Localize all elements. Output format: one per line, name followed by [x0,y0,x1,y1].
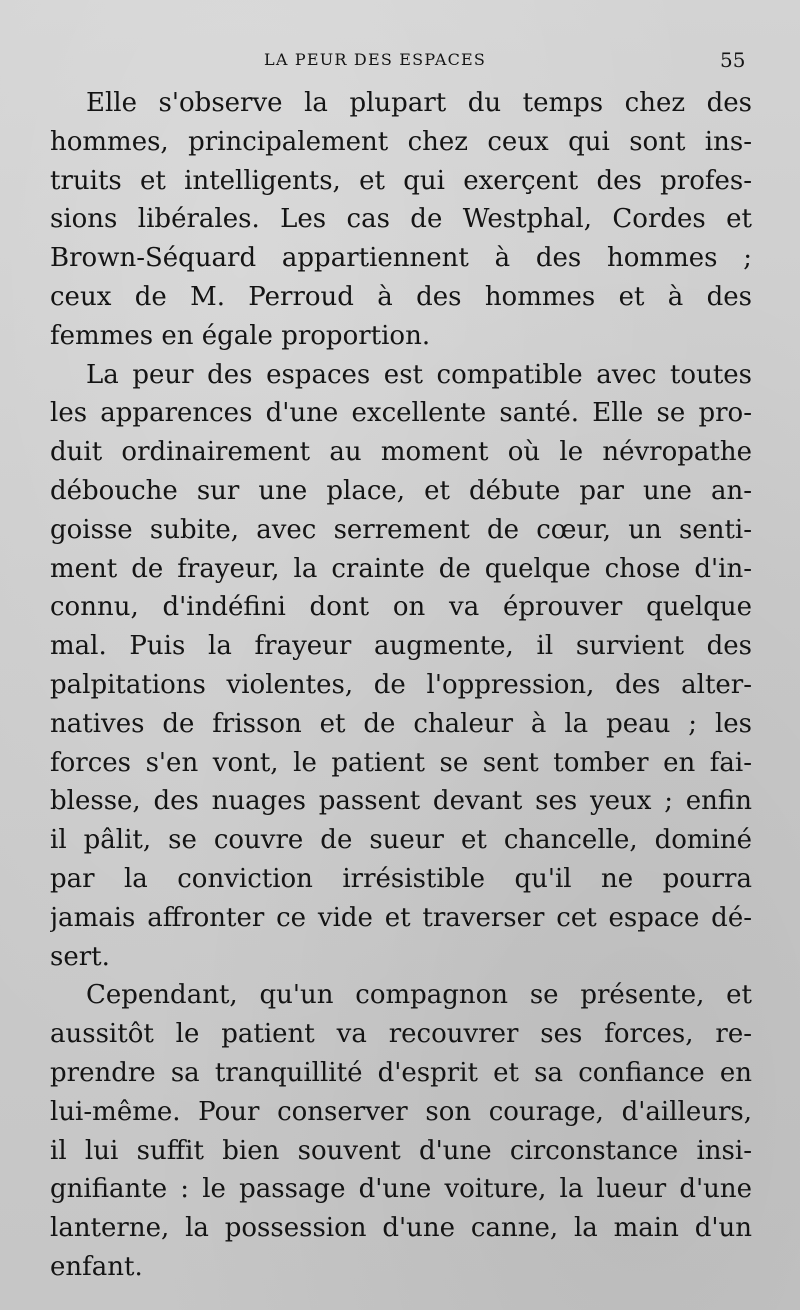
text-line: enfant. [50,1251,143,1282]
text-line: il lui suffit bien souvent d'une circonstance insi- [50,1135,752,1166]
text-line: prendre sa tranquillité d'esprit et sa confiance en [50,1057,752,1088]
text-line: connu, d'indéfini dont on va éprouver quelque [50,592,752,623]
text-line: ment de frayeur, la crainte de quelque chose d'in- [50,553,752,584]
text-line: goisse subite, avec serrement de cœur, un senti- [50,514,752,545]
running-header [0,48,800,72]
text-line: les apparences d'une excellente santé. Elle se pro- [50,398,752,429]
text-line: blesse, des nuages passent devant ses yeux ; enfin [50,786,752,817]
text-line: palpitations violentes, de l'oppression, des alter- [50,669,752,700]
text-line: femmes en égale proportion. [50,320,431,351]
text-line: lanterne, la possession d'une canne, la main d'un [50,1213,752,1244]
text-line: Elle s'observe la plupart du temps chez des [86,88,752,118]
text-line: aussitôt le patient va recouvrer ses forces, re- [50,1019,752,1050]
text-line: jamais affronter ce vide et traverser cet espace dé- [50,902,752,933]
text-line: duit ordinairement au moment où le névropathe [50,437,752,468]
page-number: 55 [720,48,746,72]
text-line: Brown-Séquard appartiennent à des hommes ; [50,243,752,274]
text-line: débouche sur une place, et débute par une an- [50,475,752,506]
text-line: il pâlit, se couvre de sueur et chancelle, dominé [50,825,752,856]
text-line: mal. Puis la frayeur augmente, il survient des [50,631,752,662]
body-text [50,84,752,1287]
text-line: truits et intelligents, et qui exerçent des profes- [50,165,752,196]
text-line: hommes, principalement chez ceux qui sont ins- [50,126,752,157]
text-line: Cependant, qu'un compagnon se présente, et [86,980,752,1011]
text-line: sions libérales. Les cas de Westphal, Cordes et [50,204,752,235]
text-line: natives de frisson et de chaleur à la peau ; les [50,708,752,739]
running-title: LA PEUR DES ESPACES [264,50,487,69]
text-line: lui-même. Pour conserver son courage, d'ailleurs, [50,1096,752,1127]
text-line: forces s'en vont, le patient se sent tomber en fai- [50,747,752,778]
text-line: gnifiante : le passage d'une voiture, la lueur d'une [50,1174,752,1205]
text-line: La peur des espaces est compatible avec toutes [86,359,752,390]
text-line: ceux de M. Perroud à des hommes et à des [50,281,752,312]
text-line: par la conviction irrésistible qu'il ne pourra [50,863,752,894]
text-line: sert. [50,941,110,972]
